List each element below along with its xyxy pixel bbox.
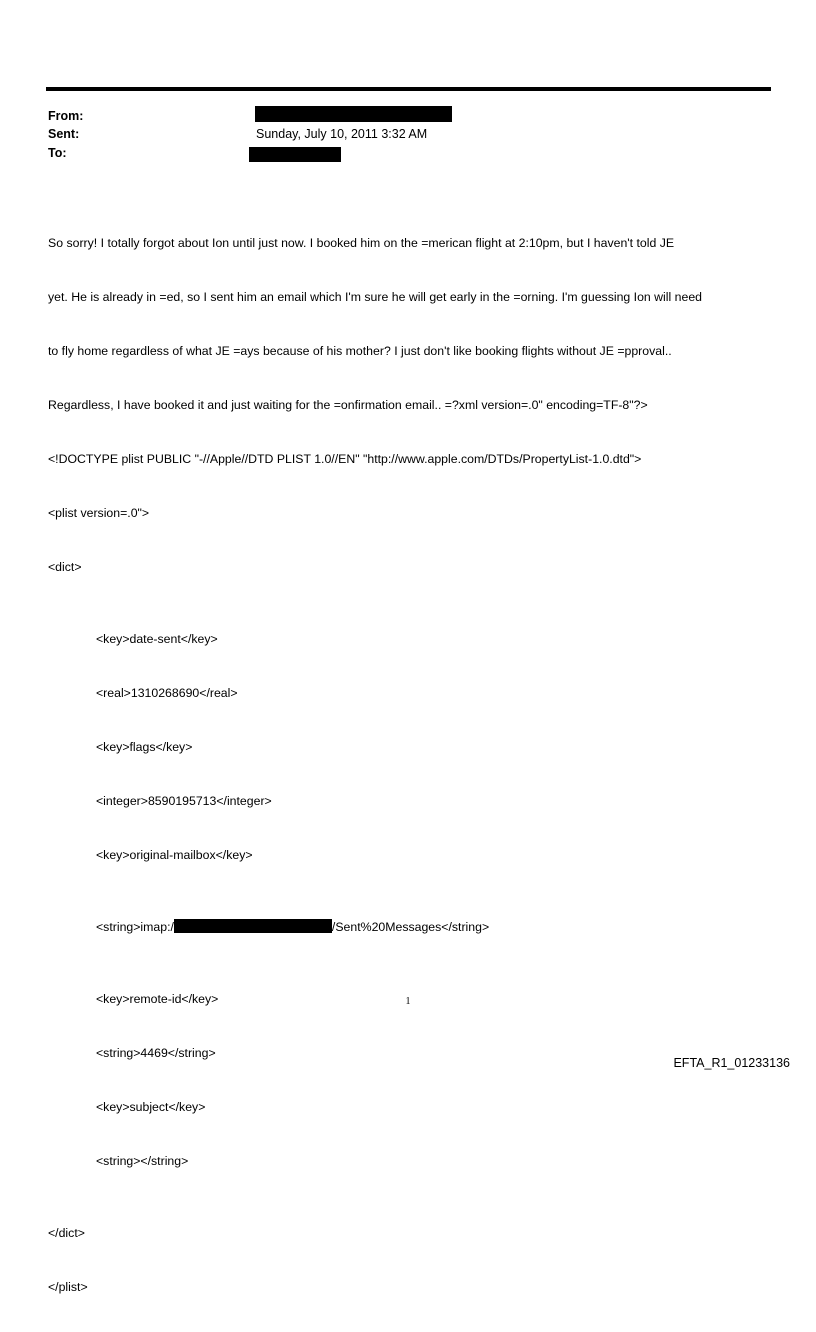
email-body — [48, 198, 773, 1332]
header-rule — [46, 87, 771, 91]
dict-line: <key>original-mailbox</key> — [96, 848, 253, 862]
to-label: To: — [48, 146, 67, 160]
body-line: Regardless, I have booked it and just waiting for the =onfirmation email.. =?xml version=.0" encoding=TF-8"?> — [48, 398, 648, 412]
body-line: <dict> — [48, 560, 82, 574]
dict-line: <key>date-sent</key> — [96, 632, 218, 646]
dict-line: <key>subject</key> — [96, 1100, 206, 1114]
dict-line: <string></string> — [96, 1154, 189, 1168]
page-number: 1 — [405, 996, 411, 1007]
redacted-mailbox — [174, 919, 332, 933]
mailbox-suffix: /Sent%20Messages</string> — [331, 920, 490, 934]
body-line: yet. He is already in =ed, so I sent him an email which I'm sure he will get early in the =orning. I'm guessing Ion will need — [48, 290, 703, 304]
mailbox-prefix: <string>imap:/ — [96, 920, 174, 934]
closing-line: </plist> — [48, 1280, 88, 1294]
dict-line: <integer>8590195713</integer> — [96, 794, 272, 808]
body-line: So sorry! I totally forgot about Ion until just now. I booked him on the =merican flight at 2:10pm, but I haven't told JE — [48, 236, 675, 250]
document-id: EFTA_R1_01233136 — [673, 1056, 790, 1070]
dict-line: <string>4469</string> — [96, 1046, 216, 1060]
body-line: <plist version=.0"> — [48, 506, 150, 520]
redacted-from — [255, 106, 452, 122]
sent-value: Sunday, July 10, 2011 3:32 AM — [256, 127, 428, 141]
from-label: From: — [48, 109, 84, 123]
dict-line: <key>remote-id</key> — [96, 992, 219, 1006]
sent-label: Sent: — [48, 127, 80, 141]
body-line: <!DOCTYPE plist PUBLIC "-//Apple//DTD PLIST 1.0//EN" "http://www.apple.com/DTDs/PropertyList-1.0.dtd"> — [48, 452, 642, 466]
dict-line: <key>flags</key> — [96, 740, 193, 754]
mailbox-line — [48, 918, 773, 936]
dict-line: <real>1310268690</real> — [96, 686, 238, 700]
body-line: to fly home regardless of what JE =ays because of his mother? I just don't like booking flights without JE =pproval.. — [48, 344, 672, 358]
redacted-to — [249, 147, 341, 162]
closing-line: </dict> — [48, 1226, 85, 1240]
